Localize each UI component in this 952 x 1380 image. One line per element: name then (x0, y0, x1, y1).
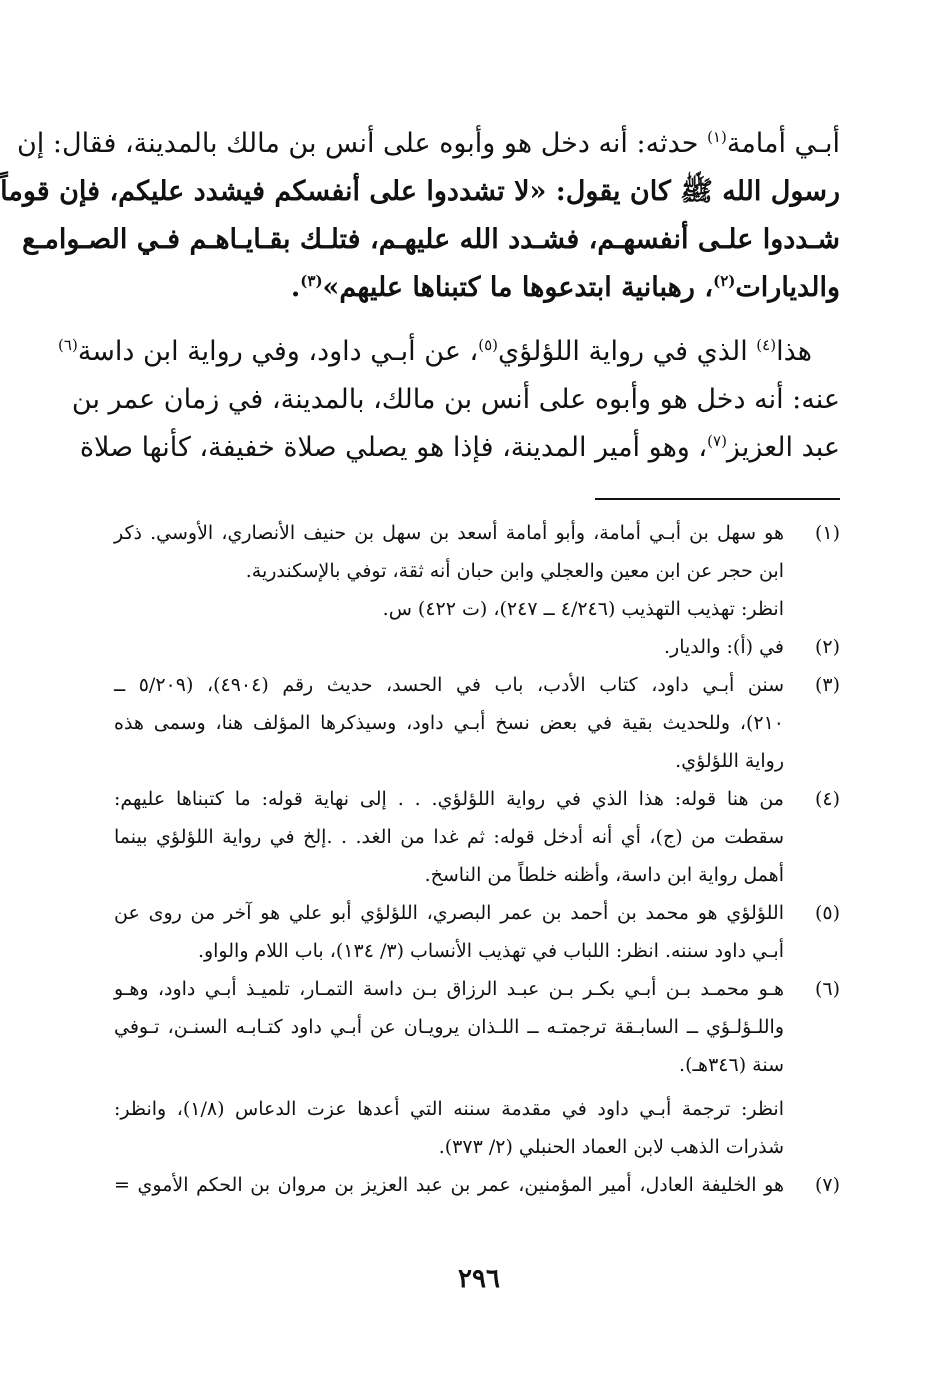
footnote-line: انظر: تهذيب التهذيب (٤/٢٤٦ ــ ٢٤٧)، (ت ٤٢٢) س. (382, 598, 784, 620)
footnote-1 (114, 514, 840, 628)
footnote-3 (114, 666, 840, 780)
footnote-ref-6[interactable]: (٦) (58, 336, 78, 354)
footnote-ref-5[interactable]: (٥) (478, 336, 499, 354)
main-line-4-part-a: والديارات (735, 272, 840, 303)
footnote-ref-2[interactable]: (٢) (713, 272, 736, 290)
footnote-number: (٢) (814, 636, 840, 658)
footnote-line: سنة (٣٤٦هـ). (679, 1054, 784, 1076)
footnote-line: هو سهل بن أبـي أمامة، وأبو أمامة أسعد بن سهل بن حنيف الأنصاري، الأوسي. ذكر (114, 522, 784, 544)
main-line-4-part-c: . (290, 272, 301, 303)
footnote-line: سنن أبـي داود، كتاب الأدب، باب في الحسد، حديث رقم (٤٩٠٤)، (٥/٢٠٩ ــ (114, 674, 784, 696)
main-line-5-part-b: الذي في رواية اللؤلؤي (498, 336, 757, 367)
footnote-line: في (أ): والديار. (663, 636, 784, 658)
footnote-line: اللؤلؤي هو محمد بن أحمد بن عمر البصري، اللؤلؤي أبو علي هو آخر من روى عن (114, 902, 784, 924)
footnote-number: (٣) (814, 674, 840, 696)
main-line-5-part-a: هذا (776, 336, 812, 367)
main-line-5 (58, 328, 840, 376)
footnote-6 (114, 970, 840, 1084)
footnote-number: (٤) (814, 788, 840, 810)
footnote-number: (٥) (814, 902, 840, 924)
footnote-5 (114, 894, 840, 970)
main-line-6-text: عنه: أنه دخل هو وأبوه على أنس بن مالك، بالمدينة، في زمان عمر بن (71, 384, 840, 415)
footnote-ref-1[interactable]: (١) (707, 128, 727, 146)
main-line-2 (0, 168, 840, 216)
main-line-1 (16, 120, 840, 168)
main-line-4 (114, 264, 840, 312)
footnote-ref-4[interactable]: (٤) (756, 336, 777, 354)
footnote-line: هـو محمـد بـن أبـي بكـر بـن عبـد الرزاق بـن داسة التمـار، تلميـذ أبـي داود، وهـو (114, 978, 784, 1000)
footnote-number: (١) (814, 522, 840, 544)
footnote-2 (114, 628, 840, 666)
page-body (0, 120, 840, 1204)
footnote-line: أهمل رواية ابن داسة، وأظنه خلطاً من الناسخ. (424, 864, 784, 886)
main-line-1-part-a: أبـي أمامة (726, 128, 840, 159)
footnote-line: رواية اللؤلؤي. (675, 750, 784, 772)
footnote-line: من هنا قوله: هذا الذي في رواية اللؤلؤي. . . إلى نهاية قوله: ما كتبناها عليهم: (114, 788, 784, 810)
main-line-5-part-c: ، عن أبـي داود، وفي رواية ابن داسة (77, 336, 479, 367)
footnote-line: أبـي داود سننه. انظر: اللباب في تهذيب الأنساب (٣/ ١٣٤)، باب اللام والواو. (197, 940, 784, 962)
main-line-7-part-b: ، وهو أمير المدينة، فإذا هو يصلي صلاة خفيفة، كأنها صلاة (79, 432, 708, 463)
footnote-4 (114, 780, 840, 894)
footnote-ref-7[interactable]: (٧) (707, 432, 727, 450)
footnote-line: واللـؤلـؤي ــ السابـقة ترجمتـه ــ اللـذان يرويـان عن أبـي داود كتـابـه السنـن، تـوفي (114, 1016, 784, 1038)
main-line-6 (71, 376, 840, 424)
page-number: ٢٩٦ (458, 1264, 500, 1294)
footnote-line: سقطت من (ج)، أي أنه أدخل قوله: ثم غدا من الغد. . .إلخ في رواية اللؤلؤي بينما (114, 826, 784, 848)
footnote-line: انظر: ترجمة أبـي داود في مقدمة سننه التي أعدها عزت الدعاس (١/٨)، وانظر: (114, 1098, 784, 1120)
main-line-3-text: شـددوا علـى أنفسهـم، فشـدد الله عليهـم، فتلـك بقـايـاهـم فـي الصـوامـع (22, 224, 840, 255)
main-line-2-text: رسول الله ﷺ كان يقول: «لا تشددوا على أنفسكم فيشدد عليكم، فإن قوماً (0, 176, 840, 207)
footnote-line: ابن حجر عن ابن معين والعجلي وابن حبان أنه ثقة، توفي بالإسكندرية. (245, 560, 784, 582)
footnote-line: شذرات الذهب لابن العماد الحنبلي (٢/ ٣٧٣). (438, 1136, 784, 1158)
footnote-number: (٧) (814, 1174, 840, 1196)
footnote-7 (114, 1166, 840, 1204)
footnote-number: (٦) (814, 978, 840, 1000)
main-line-3 (22, 216, 840, 264)
main-line-7 (79, 424, 840, 472)
main-line-4-part-b: ، رهبانية ابتدعوها ما كتبناها عليهم» (322, 272, 714, 303)
main-line-7-part-a: عبد العزيز (726, 432, 840, 463)
footnote-6-continuation (114, 1090, 840, 1166)
footnote-line: ٢١٠)، وللحديث بقية في بعض نسخ أبـي داود، وسيذكرها المؤلف هنا، وسمى هذه (114, 712, 784, 734)
footnote-line: هو الخليفة العادل، أمير المؤمنين، عمر بن عبد العزيز بن مروان بن الحكم الأموي = (114, 1174, 784, 1196)
footnote-ref-3[interactable]: (٣) (300, 272, 323, 290)
footnote-separator (595, 498, 840, 500)
main-line-1-part-b: حدثه: أنه دخل هو وأبوه على أنس بن مالك بالمدينة، فقال: إن (16, 128, 708, 159)
